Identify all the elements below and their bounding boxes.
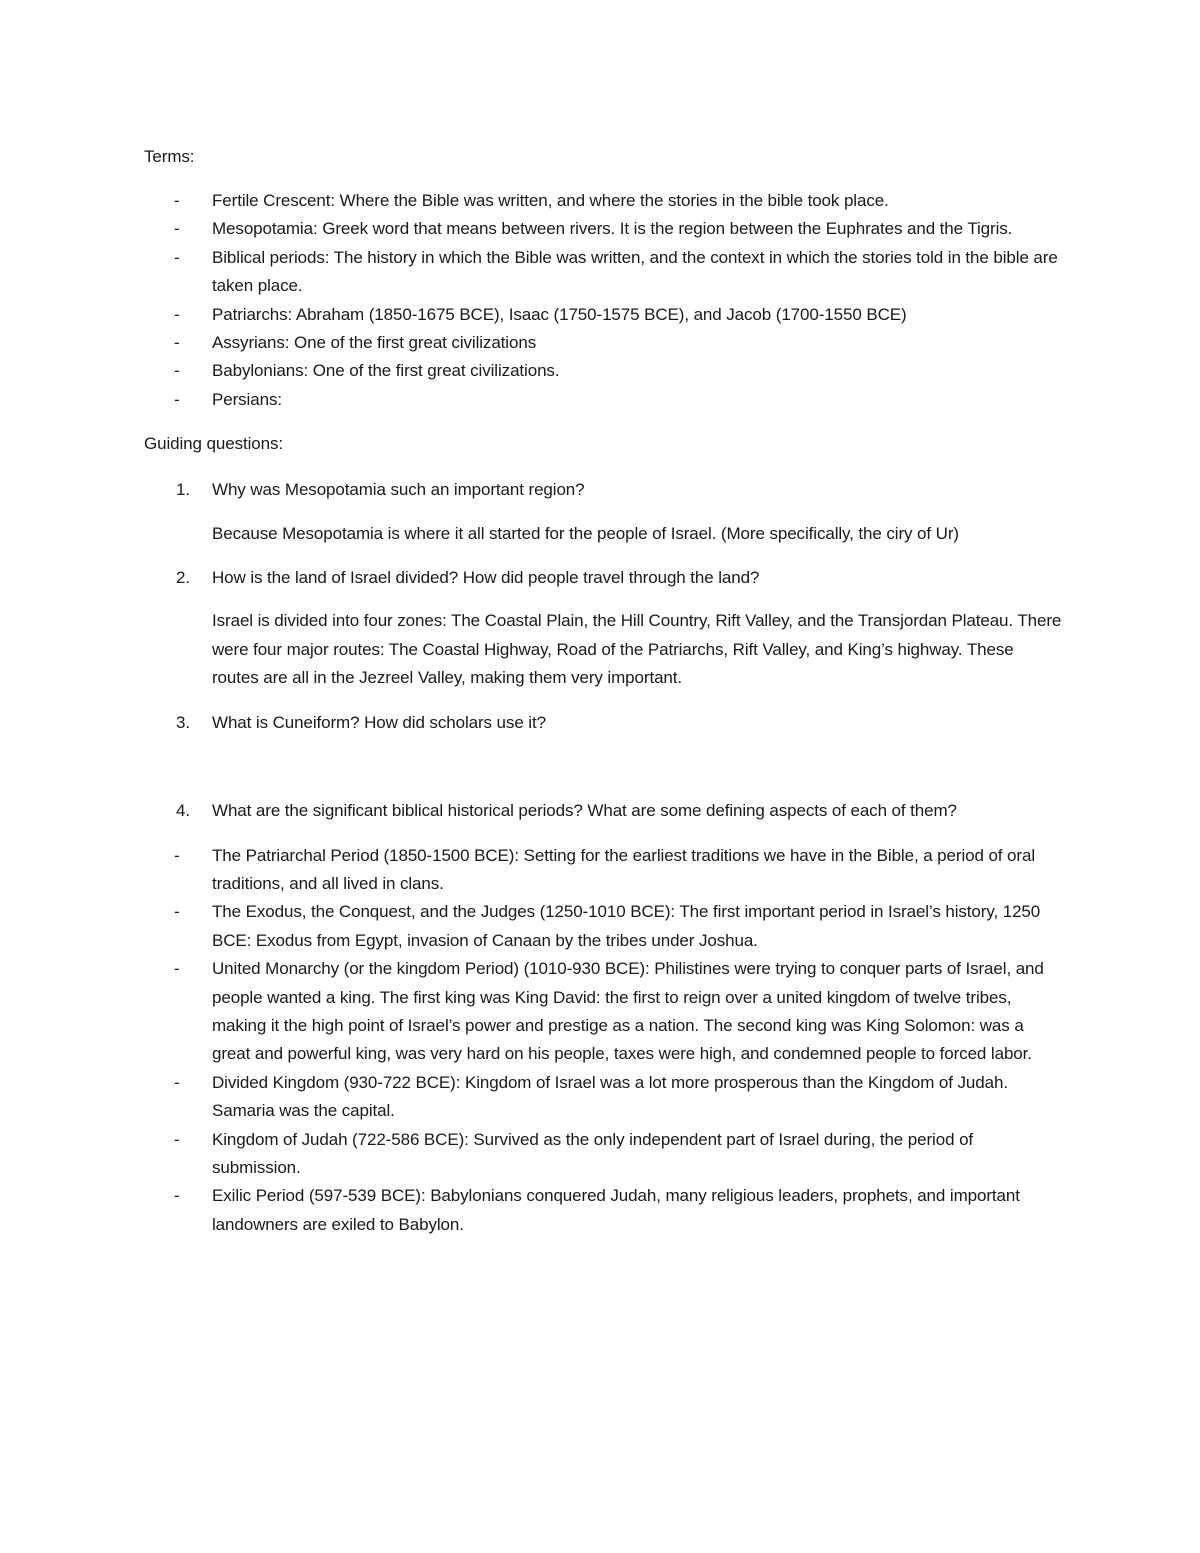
term-item bbox=[144, 244, 1064, 301]
term-item bbox=[144, 357, 1064, 385]
dash-bullet: - bbox=[174, 389, 180, 409]
term-text: Fertile Crescent: Where the Bible was written, and where the stories in the bible took place. bbox=[212, 191, 889, 210]
dash-bullet: - bbox=[174, 219, 180, 239]
guiding-questions-list bbox=[144, 476, 1064, 825]
period-text: Exilic Period (597-539 BCE): Babylonians conquered Judah, many religious leaders, prophets, and important landowners are exiled to Babylon. bbox=[212, 1186, 1020, 1234]
term-item bbox=[144, 329, 1064, 357]
dash-bullet: - bbox=[174, 333, 180, 353]
question-item bbox=[144, 709, 1064, 737]
dash-bullet: - bbox=[174, 902, 180, 922]
term-item bbox=[144, 215, 1064, 243]
dash-bullet: - bbox=[174, 845, 180, 865]
period-item bbox=[144, 1182, 1064, 1239]
term-text: Biblical periods: The history in which the Bible was written, and the context in which the stories told in the bible are taken place. bbox=[212, 247, 1058, 296]
period-text: Divided Kingdom (930-722 BCE): Kingdom of Israel was a lot more prosperous than the Kingdom of Judah. Samaria was the capital. bbox=[212, 1072, 1008, 1121]
period-text: The Patriarchal Period (1850-1500 BCE): Setting for the earliest traditions we have in the Bible, a period of oral traditions, and all lived in clans. bbox=[212, 845, 1036, 893]
dash-bullet: - bbox=[174, 1072, 180, 1092]
dash-bullet: - bbox=[174, 191, 180, 210]
period-item bbox=[144, 898, 1064, 955]
question-text: Why was Mesopotamia such an important region? bbox=[212, 480, 585, 500]
dash-bullet: - bbox=[174, 1129, 180, 1149]
question-item bbox=[144, 564, 1064, 592]
question-item bbox=[144, 797, 1064, 825]
dash-bullet: - bbox=[174, 304, 180, 324]
dash-bullet: - bbox=[174, 361, 180, 381]
term-item bbox=[144, 386, 1064, 414]
terms-list bbox=[144, 187, 1064, 414]
period-text: United Monarchy (or the kingdom Period) (1010-930 BCE): Philistines were trying to conquer parts of Israel, and people wanted a king. The first king was King David: the first to reign over a united kingdom of twelve tribes, making it the high point of Israel’s power and prestige as a nation. The second king was King Solomon: was a great and powerful king, was very hard on his people, taxes were high, and condemned people to forced labor. bbox=[212, 959, 1044, 1064]
period-item bbox=[144, 1069, 1064, 1126]
term-text: Mesopotamia: Greek word that means between rivers. It is the region between the Euphrates and the Tigris. bbox=[212, 219, 1013, 239]
term-text: Patriarchs: Abraham (1850-1675 BCE), Isaac (1750-1575 BCE), and Jacob (1700-1550 BCE) bbox=[212, 304, 907, 324]
period-item bbox=[144, 842, 1064, 899]
dash-bullet: - bbox=[174, 959, 180, 979]
question-number: 3. bbox=[176, 712, 190, 732]
document-body bbox=[144, 143, 1064, 1239]
period-text: Kingdom of Judah (722-586 BCE): Survived as the only independent part of Israel during, the period of submission. bbox=[212, 1129, 974, 1177]
dash-bullet: - bbox=[174, 247, 180, 267]
question-number: 4. bbox=[176, 801, 190, 821]
question-answer: Israel is divided into four zones: The Coastal Plain, the Hill Country, Rift Valley, and the Transjordan Plateau. There were four major routes: The Coastal Highway, Road of the Patriarchs, Rift Valley, and King’s highway. These routes are all in the Jezreel Valley, making them very important. bbox=[212, 611, 1062, 688]
question-number: 2. bbox=[176, 568, 190, 588]
term-item bbox=[144, 187, 1064, 215]
biblical-periods-list bbox=[144, 842, 1064, 1240]
question-number: 1. bbox=[176, 480, 190, 500]
period-item bbox=[144, 955, 1064, 1069]
question-text: What are the significant biblical historical periods? What are some defining aspects of each of them? bbox=[212, 801, 957, 821]
period-item bbox=[144, 1126, 1064, 1183]
question-text: What is Cuneiform? How did scholars use it? bbox=[212, 712, 546, 732]
term-text: Babylonians: One of the first great civilizations. bbox=[212, 361, 560, 381]
term-item bbox=[144, 301, 1064, 329]
question-answer: Because Mesopotamia is where it all started for the people of Israel. (More specifically, the ciry of Ur) bbox=[212, 523, 959, 543]
guiding-questions-heading: Guiding questions: bbox=[144, 434, 284, 454]
question-item bbox=[144, 476, 1064, 504]
dash-bullet: - bbox=[174, 1186, 180, 1206]
terms-heading: Terms: bbox=[144, 147, 195, 166]
term-text: Assyrians: One of the first great civilizations bbox=[212, 333, 537, 353]
question-text: How is the land of Israel divided? How did people travel through the land? bbox=[212, 568, 760, 588]
period-text: The Exodus, the Conquest, and the Judges (1250-1010 BCE): The first important period in Israel’s history, 1250 BCE: Exodus from Egypt, invasion of Canaan by the tribes under Joshua. bbox=[212, 902, 1041, 950]
term-text: Persians: bbox=[212, 389, 282, 409]
